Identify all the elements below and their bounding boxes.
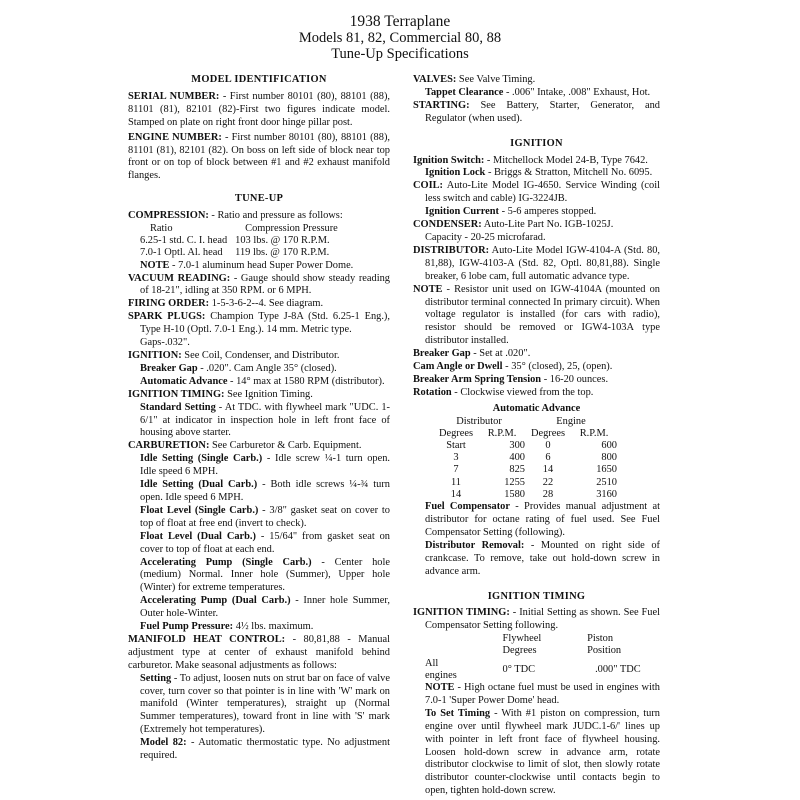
document-models: Models 81, 82, Commercial 80, 88: [298, 30, 502, 46]
tappet-entry: [413, 87, 660, 100]
valves-text: See Valve Timing.: [456, 74, 536, 85]
table-cell: 1580: [504, 488, 525, 500]
automatic-advance-table: [433, 416, 617, 501]
condenser-text: Auto-Lite Part No. IGB-1025J.: [481, 219, 614, 231]
table-cell: Start: [446, 440, 466, 452]
ignition-timing-entry: [128, 389, 390, 402]
table-row: [413, 658, 660, 682]
section-heading-ignition-timing: IGNITION TIMING: [487, 590, 586, 602]
starting-entry: [413, 100, 660, 126]
tappet-label: Tappet Clearance: [425, 86, 504, 98]
distributor-removal-text: - Mounted on right side of crankcase. To remove, take out hold-down screw in advance arm.: [425, 539, 660, 577]
distributor-text: Auto-Lite Model IGW-4104-A (Std. 80, 81,88), IGW-4103-A (Std. 82, Optl. 80,81,88). Single breaker, 6 lobe cam, full automatic advance type.: [425, 244, 660, 282]
compression-table: [128, 223, 346, 260]
coil-entry: [413, 180, 660, 206]
cam-angle-entry: [413, 361, 660, 374]
table-cell: All engines: [425, 657, 457, 681]
flywheel-table: [413, 633, 660, 682]
accel-dual-entry: [128, 595, 390, 621]
ignition-current-entry: [413, 206, 660, 219]
idle-single-entry: [128, 453, 390, 479]
set-timing-text: - With #1 piston on compression, turn engine over until flywheel mark JUDC.1-6/' lines up with pointer in left front face of flywheel housing. Loosen hold-down screw in advance arm, rotate distributor clockwise to limit of slot, then slowly rotate distributor counter-clockwise until contacts begin to open, tighten hold-down screw.: [425, 707, 660, 797]
resistor-note-entry: [413, 284, 660, 349]
table-cell: 800: [601, 452, 617, 464]
table-cell: 0° TDC: [502, 663, 536, 675]
set-timing-entry: [413, 708, 660, 798]
idle-dual-text: - Both idle screws ¼-¾ turn open. Idle speed 6 MPH.: [140, 479, 390, 503]
cam-angle-text: - 35° (closed), 25, (open).: [502, 361, 613, 373]
accel-dual-text: - Inner hole Summer, Outer hole-Winter.: [140, 595, 390, 620]
table-row: [433, 440, 617, 452]
standard-setting-entry: [128, 402, 390, 441]
fuel-pump-entry: [128, 621, 390, 634]
idle-dual-entry: [128, 479, 390, 505]
float-dual-entry: [128, 531, 390, 557]
serial-number-entry: [128, 91, 390, 130]
starting-label: STARTING:: [413, 99, 470, 111]
ignition-current-text: - 5-6 amperes stopped.: [499, 206, 597, 218]
resistor-note-text: - Resistor unit used on IGW-4104A (mounted on distributor terminal connected In primary circuit). When voltage regulator is installed (for cars with radio), resistor should be removed or IGW4-103A type distributor installed.: [425, 283, 660, 347]
compression-note-text: - 7.0-1 aluminum head Super Power Dome.: [169, 259, 354, 271]
firing-order-text: 1-5-3-6-2--4. See diagram.: [209, 298, 324, 310]
table-row: [433, 477, 617, 489]
model-82-label: Model 82:: [140, 737, 187, 749]
distributor-label: DISTRIBUTOR:: [413, 244, 490, 256]
compression-text: - Ratio and pressure as follows:: [208, 210, 343, 222]
timing-note-text: - High octane fuel must be used in engines with 7.0-1 'Super Power Dome' head.: [425, 682, 660, 706]
serial-number-text: - First number 80101 (80), 88101 (88), 81101 (81), 82101 (82)-First two figures indicate model. Stamped on plate on right front door hinge pillar post.: [128, 90, 391, 128]
table-cell: 6.25-1 std. C. I. head: [140, 235, 228, 247]
breaker-gap-entry-right: [413, 348, 660, 361]
header-flywheel-degrees: Flywheel Degrees: [502, 633, 542, 657]
table-row: [433, 452, 617, 464]
firing-order-label: FIRING ORDER:: [128, 298, 210, 310]
coil-label: COIL:: [413, 180, 444, 192]
vacuum-label: VACUUM READING:: [128, 272, 231, 284]
engine-number-entry: [128, 132, 390, 184]
resistor-note-label: NOTE: [413, 283, 443, 295]
rotation-label: Rotation: [413, 386, 452, 398]
automatic-advance-text: - 14° max at 1580 RPM (distributor).: [227, 375, 385, 387]
valves-entry: [413, 74, 660, 87]
accel-single-label: Accelerating Pump (Single Carb.): [140, 556, 312, 568]
table-cell: 400: [509, 452, 525, 464]
ignition-lock-label: Ignition Lock: [425, 167, 486, 179]
capacity-text: Capacity - 20-25 microfarad.: [425, 231, 546, 243]
ignition-timing-entry-right: [413, 607, 660, 633]
document-subtitle: Tune-Up Specifications: [331, 46, 469, 62]
table-cell: 22: [542, 476, 554, 488]
condenser-label: CONDENSER:: [413, 219, 482, 231]
ignition-timing-label: IGNITION TIMING:: [128, 388, 225, 400]
section-heading-model-identification: MODEL IDENTIFICATION: [191, 74, 327, 85]
fuel-compensator-label: Fuel Compensator: [425, 501, 510, 513]
fuel-pump-text: 4½ lbs. maximum.: [233, 621, 314, 633]
table-cell: 28: [542, 488, 554, 500]
table-cell: 103 lbs. @ 170 R.P.M.: [235, 235, 330, 247]
rotation-entry: [413, 387, 660, 400]
table-cell: 119 lbs. @ 170 R.P.M.: [235, 247, 330, 259]
right-column: [413, 74, 660, 798]
table-cell: 3160: [596, 488, 617, 500]
group-engine: Engine: [556, 415, 586, 427]
table-cell: 7: [453, 464, 459, 476]
left-column: [128, 74, 390, 763]
setting-entry: [128, 673, 390, 738]
breaker-gap-label: Breaker Gap: [140, 362, 198, 374]
spring-tension-label: Breaker Arm Spring Tension: [413, 373, 542, 385]
breaker-gap-label-right: Breaker Gap: [413, 348, 471, 360]
spark-plugs-label: SPARK PLUGS:: [128, 311, 206, 323]
engine-number-text: - First number 80101 (80), 88101 (88), 81101 (81), 82101 (82). On boss on left side of block near top front or on top of block between #1 and #2 exhaust manifold flanges.: [128, 131, 391, 182]
table-row: [128, 247, 346, 259]
compression-note-label: NOTE: [140, 259, 170, 271]
document-header: [0, 14, 800, 62]
spark-gaps: Gaps-.032".: [140, 337, 190, 349]
section-heading-ignition: IGNITION: [510, 137, 563, 149]
table-cell: 7.0-1 Optl. Al. head: [140, 247, 223, 259]
section-heading-tune-up: TUNE-UP: [234, 193, 284, 205]
table-group-row: [433, 416, 617, 428]
spark-plugs-entry: [128, 311, 390, 337]
setting-text: - To adjust, loosen nuts on strut bar on face of valve cover, turn cover so that pointer is in line with 'W' mark on manifold (Winter temperatures), straight up (Normal Summer temperatures), toward front in line with 'S' mark (Extremely hot temperatures).: [140, 672, 390, 736]
spring-tension-text: - 16-20 ounces.: [541, 373, 609, 385]
ignition-current-label: Ignition Current: [425, 206, 499, 218]
ignition-switch-label: Ignition Switch:: [413, 154, 485, 166]
table-cell: 1255: [504, 476, 525, 488]
ignition-timing-text: See Ignition Timing.: [224, 388, 313, 400]
float-dual-label: Float Level (Dual Carb.): [140, 530, 256, 542]
spring-tension-entry: [413, 374, 660, 387]
idle-single-text: - Idle screw ¼-1 turn open. Idle speed 6 MPH.: [140, 453, 390, 478]
table-cell: 3: [453, 452, 459, 464]
comp-header-ratio: Ratio: [150, 223, 173, 235]
table-cell: 1650: [596, 464, 617, 476]
ignition-timing-label-right: IGNITION TIMING:: [413, 607, 510, 619]
accel-single-text: - Center hole (medium) Normal. Inner hole (Summer), Upper hole (Winter) for extreme temperatures.: [140, 556, 390, 594]
table-row: [128, 235, 346, 247]
table-cell: 0: [545, 440, 551, 452]
fuel-pump-label: Fuel Pump Pressure:: [140, 621, 234, 633]
engine-number-label: ENGINE NUMBER:: [128, 131, 222, 143]
standard-setting-label: Standard Setting: [140, 401, 216, 413]
document-title: 1938 Terraplane: [349, 13, 451, 30]
accel-dual-label: Accelerating Pump (Dual Carb.): [140, 595, 291, 607]
starting-text: See Battery, Starter, Generator, and Regulator (when used).: [425, 99, 660, 124]
cam-angle-label: Cam Angle or Dwell: [413, 361, 503, 373]
fuel-compensator-entry: [413, 501, 660, 540]
table-row: [433, 464, 617, 476]
breaker-gap-text: - .020". Cam Angle 35° (closed).: [197, 362, 337, 374]
compression-label: COMPRESSION:: [128, 210, 209, 222]
ignition-entry: [128, 350, 390, 363]
fuel-compensator-text: - Provides manual adjustment at distributor for octane rating of fuel used. See Fuel Compensator Setting (following).: [425, 501, 660, 538]
header-piston-position: Piston Position: [587, 633, 622, 657]
setting-label: Setting: [140, 672, 172, 684]
coil-text: Auto-Lite Model IG-4650. Service Winding (coil less switch and cable) IG-3224JB.: [425, 180, 660, 205]
ignition-switch-text: - Mitchellock Model 24-B, Type 7642.: [484, 154, 648, 166]
table-cell: 600: [601, 440, 617, 452]
tappet-text: - .006" Intake, .008" Exhaust, Hot.: [503, 86, 651, 98]
table-header-row: [433, 428, 617, 440]
accel-single-entry: [128, 557, 390, 596]
ignition-timing-text-right: - Initial Setting as shown. See Fuel Compensator Setting following.: [425, 607, 661, 632]
condenser-entry: [413, 219, 660, 232]
compression-note: [128, 260, 390, 273]
model-82-text: - Automatic thermostatic type. No adjustment required.: [140, 737, 390, 762]
header-rpm: R.P.M.: [579, 427, 609, 439]
ignition-switch-entry: [413, 155, 660, 168]
carburetion-entry: [128, 440, 390, 453]
carburetion-label: CARBURETION:: [128, 440, 210, 452]
distributor-entry: [413, 245, 660, 284]
distributor-removal-label: Distributor Removal:: [425, 539, 525, 551]
ignition-lock-text: - Briggs & Stratton, Mitchell No. 6095.: [485, 167, 653, 179]
vacuum-text: - Gauge should show steady reading of 18-21", idling at 350 RPM. or 6 MPH.: [140, 272, 390, 297]
header-rpm: R.P.M.: [487, 427, 517, 439]
table-header-row: [413, 633, 660, 657]
rotation-text: - Clockwise viewed from the top.: [451, 386, 594, 398]
manifold-heat-label: MANIFOLD HEAT CONTROL:: [128, 633, 286, 645]
header-degrees: Degrees: [530, 427, 566, 439]
table-cell: .000" TDC: [595, 663, 641, 675]
spark-plugs-text: Champion Type J-8A (Std. 6.25-1 Eng.), Type H-10 (Optl. 7.0-1 Eng.). 14 mm. Metric type.: [140, 311, 390, 336]
table-cell: 2510: [596, 476, 617, 488]
idle-dual-label: Idle Setting (Dual Carb.): [140, 479, 258, 491]
manifold-heat-entry: [128, 634, 390, 673]
breaker-gap-text-right: - Set at .020".: [470, 348, 531, 360]
timing-note-label: NOTE: [425, 682, 455, 694]
firing-order-entry: [128, 298, 390, 311]
valves-label: VALVES:: [413, 74, 457, 85]
timing-note-entry: [413, 682, 660, 708]
comp-header-pressure: Compression Pressure: [245, 223, 338, 235]
group-distributor: Distributor: [456, 415, 502, 427]
float-single-label: Float Level (Single Carb.): [140, 504, 259, 516]
automatic-advance-title: Automatic Advance: [492, 402, 581, 414]
table-cell: 6: [545, 452, 551, 464]
table-row: [433, 489, 617, 501]
ignition-lock-entry: [413, 167, 660, 180]
manifold-heat-text: - 80,81,88 - Manual adjustment type at center of exhaust manifold behind carburetor. Make seasonal adjustments as follows:: [128, 633, 390, 671]
automatic-advance-entry: [128, 376, 390, 389]
table-cell: 14: [450, 488, 462, 500]
vacuum-entry: [128, 273, 390, 299]
serial-number-label: SERIAL NUMBER:: [128, 90, 220, 102]
carburetion-text: See Carburetor & Carb. Equipment.: [209, 440, 362, 452]
table-cell: 300: [509, 440, 525, 452]
automatic-advance-label: Automatic Advance: [140, 375, 228, 387]
breaker-gap-entry: [128, 363, 390, 376]
header-degrees: Degrees: [438, 427, 474, 439]
model-82-entry: [128, 737, 390, 763]
set-timing-label: To Set Timing: [425, 707, 491, 719]
table-cell: 825: [509, 464, 525, 476]
float-single-text: - 3/8" gasket seat on cover to top of float at free end (invert to check).: [140, 504, 390, 529]
standard-setting-text: - At TDC. with flywheel mark "UDC. 1-6/1" at indicator in inspection hole in left front face of housing above starter.: [140, 401, 390, 439]
distributor-removal-entry: [413, 540, 660, 579]
float-single-entry: [128, 505, 390, 531]
table-cell: 14: [542, 464, 554, 476]
idle-single-label: Idle Setting (Single Carb.): [140, 453, 263, 465]
float-dual-text: - 15/64" from gasket seat on cover to top of float at each end.: [140, 530, 390, 555]
ignition-label: IGNITION:: [128, 350, 182, 362]
ignition-text: See Coil, Condenser, and Distributor.: [181, 350, 340, 362]
compression-entry: [128, 210, 390, 223]
table-cell: 11: [450, 476, 461, 488]
